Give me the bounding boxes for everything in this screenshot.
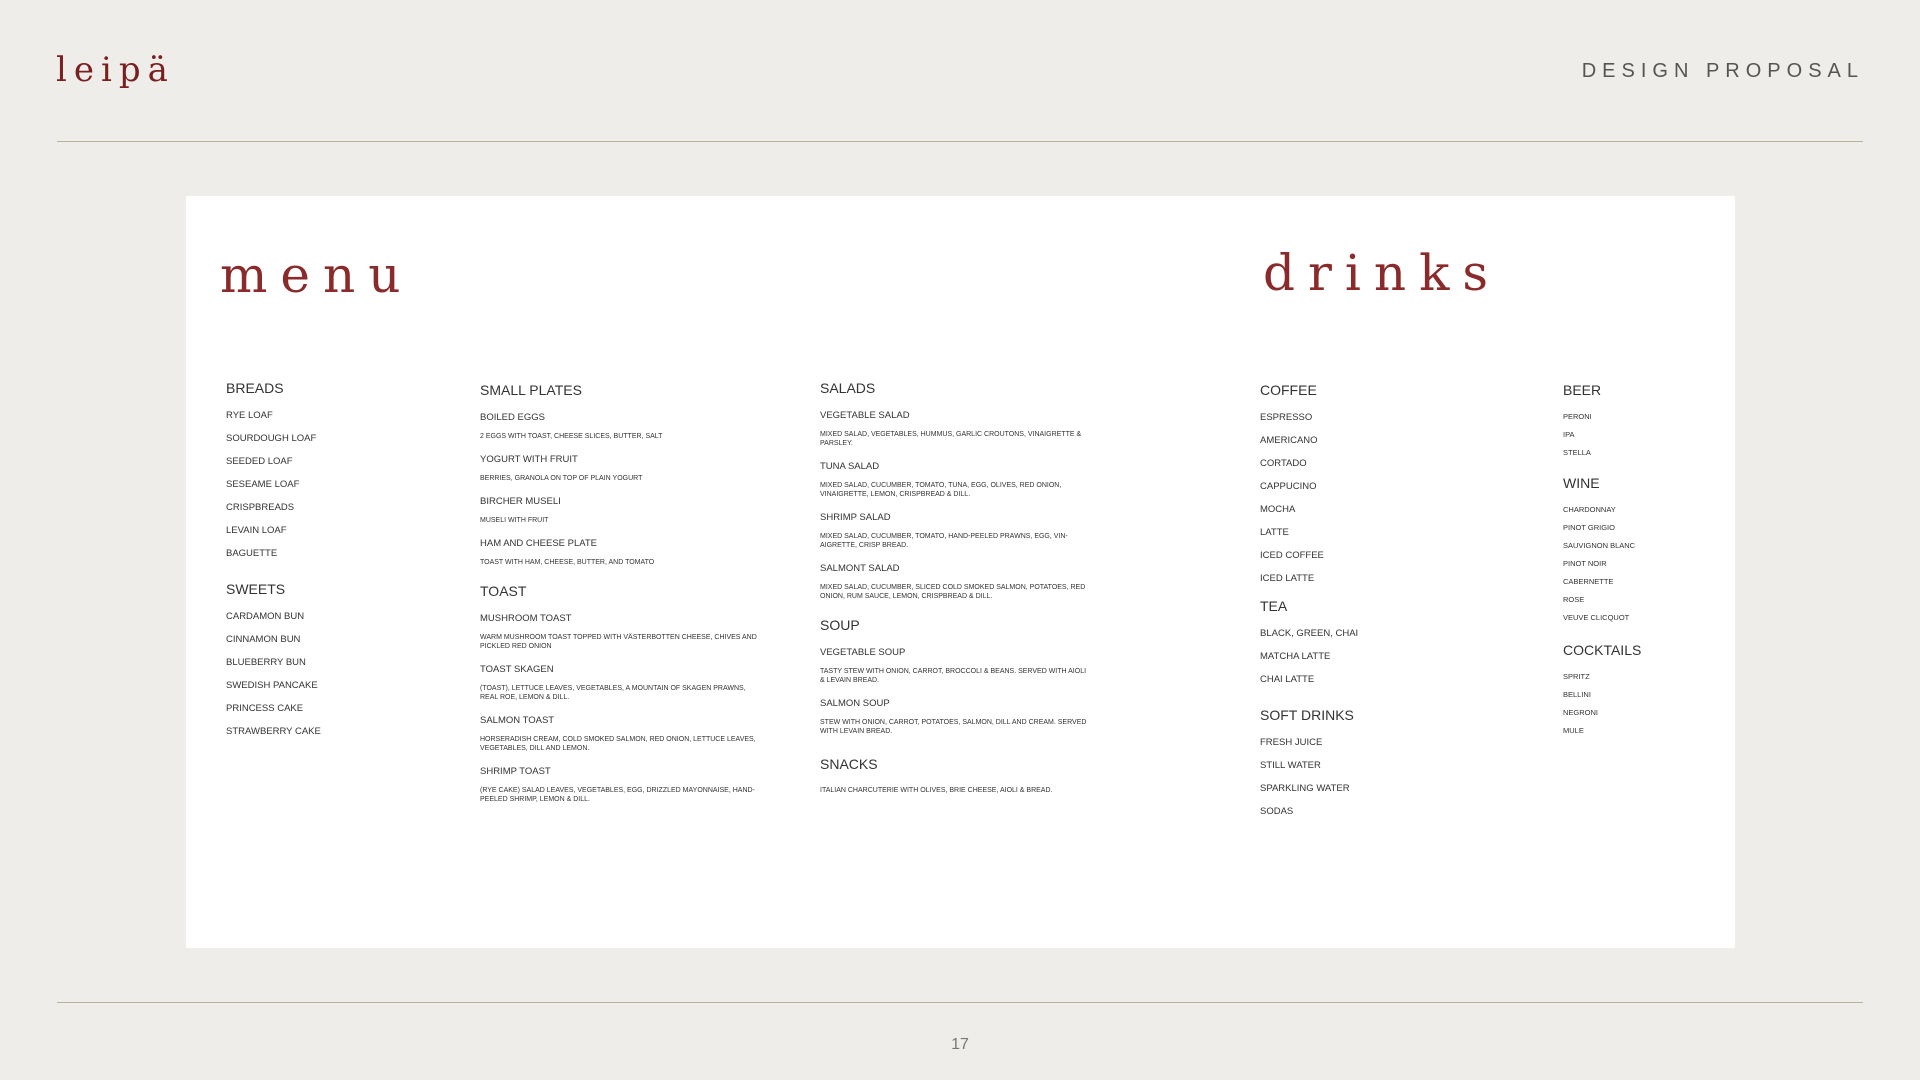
dish-name: BIRCHER MUSELI	[480, 496, 561, 507]
dish-name: SALMON SOUP	[820, 698, 890, 709]
list-item: AMERICANO	[1260, 435, 1318, 446]
section-title-sweets: SWEETS	[226, 581, 286, 597]
list-item: CARDAMON BUN	[226, 611, 305, 622]
list-item: NEGRONI	[1563, 708, 1599, 717]
section-title-soft-drinks: SOFT DRINKS	[1260, 707, 1354, 723]
document-label: DESIGN PROPOSAL	[1581, 60, 1864, 82]
list-item: SPRITZ	[1563, 672, 1590, 681]
list-item: CAPPUCINO	[1260, 481, 1317, 492]
section-title-breads: BREADS	[226, 380, 284, 396]
top-divider	[57, 141, 1863, 142]
list-item: SOURDOUGH LOAF	[226, 433, 317, 444]
breads-sweets-column	[226, 380, 426, 749]
dish-description: TASTY STEW WITH ONION, CARROT, BROCCOLI & BEANS. SERVED WITH AIOLI & LEVAIN BREAD.	[820, 668, 1087, 684]
list-item: STRAWBERRY CAKE	[226, 726, 321, 737]
list-item: CABERNETTE	[1563, 577, 1614, 586]
list-item: MULE	[1563, 726, 1584, 735]
bottom-divider	[57, 1002, 1863, 1003]
section-title-toast: TOAST	[480, 583, 527, 599]
list-item: LEVAIN LOAF	[226, 525, 287, 536]
dish-description: STEW WITH ONION, CARROT, POTATOES, SALMON, DILL AND CREAM. SERVED WITH LEVAIN BREAD.	[820, 719, 1087, 735]
dish-name: VEGETABLE SALAD	[820, 410, 910, 421]
dish-description: HORSERADISH CREAM, COLD SMOKED SALMON, RED ONION, LETTUCE LEAVES, VEGETABLES, DILL AND LEMON.	[480, 736, 756, 752]
list-item: CHAI LATTE	[1260, 674, 1315, 685]
list-item: MATCHA LATTE	[1260, 651, 1331, 662]
page-number: 17	[951, 1036, 969, 1053]
list-item: RYE LOAF	[226, 410, 273, 421]
list-item: CINNAMON BUN	[226, 634, 301, 645]
list-item: CORTADO	[1260, 458, 1307, 469]
list-item: BLUEBERRY BUN	[226, 657, 306, 668]
list-item: SEEDED LOAF	[226, 456, 293, 467]
section-title-coffee: COFFEE	[1260, 382, 1317, 398]
dish-description: (RYE CAKE) SALAD LEAVES, VEGETABLES, EGG, DRIZZLED MAYONNAISE, HAND-PEELED SHRIMP, LEMON & DILL.	[480, 787, 755, 803]
dish-name: TUNA SALAD	[820, 461, 880, 472]
section-title-snacks: SNACKS	[820, 756, 878, 772]
list-item: VEUVE CLICQUOT	[1563, 613, 1630, 622]
dish-name: MUSHROOM TOAST	[480, 613, 572, 624]
list-item: STELLA	[1563, 448, 1591, 457]
list-item: IPA	[1563, 430, 1575, 439]
list-item: PINOT NOIR	[1563, 559, 1607, 568]
section-title-cocktails: COCKTAILS	[1563, 642, 1642, 658]
list-item: LATTE	[1260, 527, 1289, 538]
brand-logo: leipä	[56, 50, 175, 90]
list-item: PERONI	[1563, 412, 1592, 421]
dish-name: YOGURT WITH FRUIT	[480, 454, 578, 465]
section-title-salads: SALADS	[820, 380, 876, 396]
dish-description: ITALIAN CHARCUTERIE WITH OLIVES, BRIE CHEESE, AIOLI & BREAD.	[820, 787, 1053, 794]
drinks-title: drinks	[1263, 244, 1502, 302]
section-title-soup: SOUP	[820, 617, 860, 633]
dish-name: BOILED EGGS	[480, 412, 545, 423]
list-item: STILL WATER	[1260, 760, 1321, 771]
section-title-tea: TEA	[1260, 598, 1288, 614]
list-item: ESPRESSO	[1260, 412, 1313, 423]
dish-description: TOAST WITH HAM, CHEESE, BUTTER, AND TOMATO	[480, 559, 655, 566]
coffee-tea-soft-drinks-column	[1260, 382, 1480, 829]
list-item: ICED COFFEE	[1260, 550, 1324, 561]
list-item: SODAS	[1260, 806, 1294, 817]
small-plates-toast-column	[480, 382, 760, 817]
list-item: MOCHA	[1260, 504, 1296, 515]
dish-description: BERRIES, GRANOLA ON TOP OF PLAIN YOGURT	[480, 475, 643, 482]
list-item: SESEAME LOAF	[226, 479, 300, 490]
list-item: FRESH JUICE	[1260, 737, 1323, 748]
dish-name: HAM AND CHEESE PLATE	[480, 538, 598, 549]
dish-name: TOAST SKAGEN	[480, 664, 554, 675]
list-item: ICED LATTE	[1260, 573, 1315, 584]
dish-name: SALMON TOAST	[480, 715, 555, 726]
list-item: SPARKLING WATER	[1260, 783, 1350, 794]
list-item: BAGUETTE	[226, 548, 278, 559]
dish-name: SALMONT SALAD	[820, 563, 900, 574]
list-item: BLACK, GREEN, CHAI	[1260, 628, 1359, 639]
list-item: SWEDISH PANCAKE	[226, 680, 318, 691]
list-item: CRISPBREADS	[226, 502, 295, 513]
dish-description: MIXED SALAD, CUCUMBER, TOMATO, TUNA, EGG, OLIVES, RED ONION, VINAIGRETTE, LEMON, CRISPBREAD & DILL.	[820, 482, 1062, 498]
list-item: PINOT GRIGIO	[1563, 523, 1615, 532]
list-item: PRINCESS CAKE	[226, 703, 304, 714]
dish-description: MIXED SALAD, CUCUMBER, TOMATO, HAND-PEELED PRAWNS, EGG, VIN-AIGRETTE, CRISP BREAD.	[820, 533, 1068, 549]
section-title-wine: WINE	[1563, 475, 1600, 491]
dish-description: WARM MUSHROOM TOAST TOPPED WITH VÄSTERBOTTEN CHEESE, CHIVES AND PICKLED RED ONION	[480, 634, 757, 650]
section-title-small-plates: SMALL PLATES	[480, 382, 582, 398]
dish-description: MIXED SALAD, CUCUMBER, SLICED COLD SMOKED SALMON, POTATOES, RED ONION, RUM SAUCE, LEMON, CRISPBREAD & DILL.	[820, 584, 1086, 600]
dish-name: SHRIMP SALAD	[820, 512, 891, 523]
dish-description: (TOAST), LETTUCE LEAVES, VEGETABLES, A MOUNTAIN OF SKAGEN PRAWNS, REAL ROE, LEMON & DILL.	[480, 685, 746, 701]
section-title-beer: BEER	[1563, 382, 1602, 398]
salads-soup-snacks-column	[820, 380, 1090, 808]
list-item: SAUVIGNON BLANC	[1563, 541, 1636, 550]
dish-name: VEGETABLE SOUP	[820, 647, 906, 658]
menu-title: menu	[220, 246, 414, 304]
list-item: BELLINI	[1563, 690, 1591, 699]
menu-sheet	[186, 196, 1735, 948]
beer-wine-cocktails-column	[1563, 382, 1723, 744]
dish-description: MIXED SALAD, VEGETABLES, HUMMUS, GARLIC CROUTONS, VINAIGRETTE & PARSLEY.	[820, 431, 1082, 447]
list-item: ROSE	[1563, 595, 1585, 604]
dish-description: MUSELI WITH FRUIT	[480, 517, 549, 524]
list-item: CHARDONNAY	[1563, 505, 1616, 514]
dish-description: 2 EGGS WITH TOAST, CHEESE SLICES, BUTTER, SALT	[480, 433, 663, 440]
dish-name: SHRIMP TOAST	[480, 766, 551, 777]
